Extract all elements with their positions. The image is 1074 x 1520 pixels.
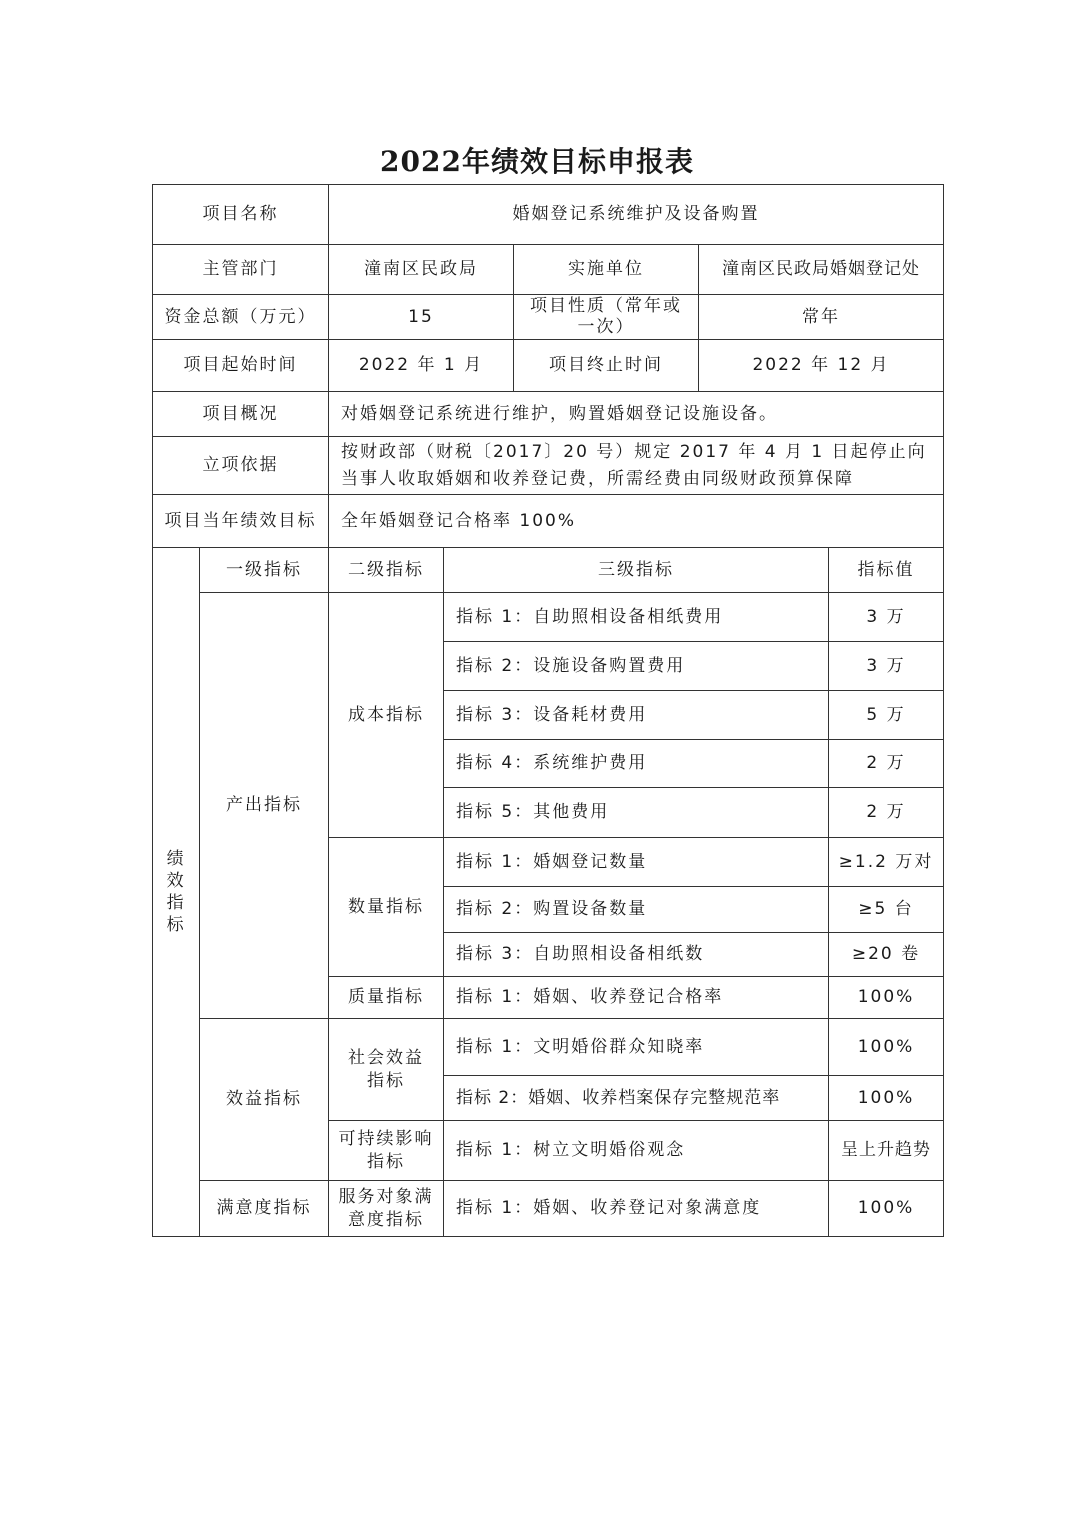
indicator-value: 100% xyxy=(829,977,944,1019)
indicator-name: 指标 5：其他费用 xyxy=(444,788,829,838)
indicator-value: 呈上升趋势 xyxy=(829,1121,944,1181)
level2-social: 社会效益指标 xyxy=(329,1019,444,1121)
dept-label: 主管部门 xyxy=(153,245,329,295)
row-goal xyxy=(153,495,944,548)
level2-quantity: 数量指标 xyxy=(329,838,444,977)
dept-value: 潼南区民政局 xyxy=(329,245,514,295)
indicator-value: 3 万 xyxy=(829,593,944,642)
nature-value: 常年 xyxy=(699,295,944,340)
row-department xyxy=(153,245,944,295)
header-value: 指标值 xyxy=(829,548,944,593)
indicator-name: 指标 4：系统维护费用 xyxy=(444,740,829,788)
project-name-value: 婚姻登记系统维护及设备购置 xyxy=(329,185,944,245)
row-overview xyxy=(153,392,944,437)
indicator-value: ≥1.2 万对 xyxy=(829,838,944,887)
table-row xyxy=(153,1019,944,1076)
section-label: 绩效指标 xyxy=(166,848,186,935)
indicator-name: 指标 1：文明婚俗群众知晓率 xyxy=(444,1019,829,1076)
section-label-cell xyxy=(153,548,200,1237)
start-value: 2022 年 1 月 xyxy=(329,340,514,392)
goal-value: 全年婚姻登记合格率 100% xyxy=(329,495,944,548)
performance-goal-table xyxy=(152,184,944,1237)
row-indicator-header xyxy=(153,548,944,593)
row-basis xyxy=(153,437,944,495)
unit-label: 实施单位 xyxy=(514,245,699,295)
indicator-name: 指标 3：设备耗材费用 xyxy=(444,691,829,740)
goal-label: 项目当年绩效目标 xyxy=(153,495,329,548)
fund-label: 资金总额（万元） xyxy=(153,295,329,340)
indicator-name: 指标 1：婚姻登记数量 xyxy=(444,838,829,887)
nature-label: 项目性质（常年或一次） xyxy=(514,295,699,340)
unit-value: 潼南区民政局婚姻登记处 xyxy=(699,245,944,295)
header-level1: 一级指标 xyxy=(200,548,329,593)
indicator-value: 100% xyxy=(829,1019,944,1076)
row-project-name xyxy=(153,185,944,245)
level2-service: 服务对象满意度指标 xyxy=(329,1181,444,1237)
indicator-name: 指标 2：设施设备购置费用 xyxy=(444,642,829,691)
basis-label: 立项依据 xyxy=(153,437,329,495)
indicator-value: 100% xyxy=(829,1076,944,1121)
indicator-name: 指标 1：婚姻、收养登记对象满意度 xyxy=(444,1181,829,1237)
level2-cost: 成本指标 xyxy=(329,593,444,838)
indicator-value: ≥5 台 xyxy=(829,887,944,933)
indicator-name: 指标 1：自助照相设备相纸费用 xyxy=(444,593,829,642)
row-time xyxy=(153,340,944,392)
indicator-value: 2 万 xyxy=(829,788,944,838)
fund-value: 15 xyxy=(329,295,514,340)
start-label: 项目起始时间 xyxy=(153,340,329,392)
indicator-value: 3 万 xyxy=(829,642,944,691)
indicator-name: 指标 2：购置设备数量 xyxy=(444,887,829,933)
row-fund xyxy=(153,295,944,340)
indicator-value: 5 万 xyxy=(829,691,944,740)
indicator-name: 指标 1：树立文明婚俗观念 xyxy=(444,1121,829,1181)
project-name-label: 项目名称 xyxy=(153,185,329,245)
end-value: 2022 年 12 月 xyxy=(699,340,944,392)
header-level2: 二级指标 xyxy=(329,548,444,593)
level1-satisfaction: 满意度指标 xyxy=(200,1181,329,1237)
end-label: 项目终止时间 xyxy=(514,340,699,392)
indicator-name: 指标 1：婚姻、收养登记合格率 xyxy=(444,977,829,1019)
indicator-name: 指标 2：婚姻、收养档案保存完整规范率 xyxy=(444,1076,829,1121)
page-title: 2022年绩效目标申报表 xyxy=(380,145,694,178)
indicator-value: 100% xyxy=(829,1181,944,1237)
level1-output: 产出指标 xyxy=(200,593,329,1019)
table-row xyxy=(153,593,944,642)
header-level3: 三级指标 xyxy=(444,548,829,593)
basis-value: 按财政部（财税〔2017〕20 号）规定 2017 年 4 月 1 日起停止向当事人收取婚姻和收养登记费，所需经费由同级财政预算保障 xyxy=(329,437,944,495)
overview-label: 项目概况 xyxy=(153,392,329,437)
level2-sustainable: 可持续影响指标 xyxy=(329,1121,444,1181)
level2-quality: 质量指标 xyxy=(329,977,444,1019)
indicator-value: 2 万 xyxy=(829,740,944,788)
table-row xyxy=(153,1181,944,1237)
indicator-value: ≥20 卷 xyxy=(829,933,944,977)
indicator-name: 指标 3：自助照相设备相纸数 xyxy=(444,933,829,977)
level1-benefit: 效益指标 xyxy=(200,1019,329,1181)
overview-value: 对婚姻登记系统进行维护，购置婚姻登记设施设备。 xyxy=(329,392,944,437)
